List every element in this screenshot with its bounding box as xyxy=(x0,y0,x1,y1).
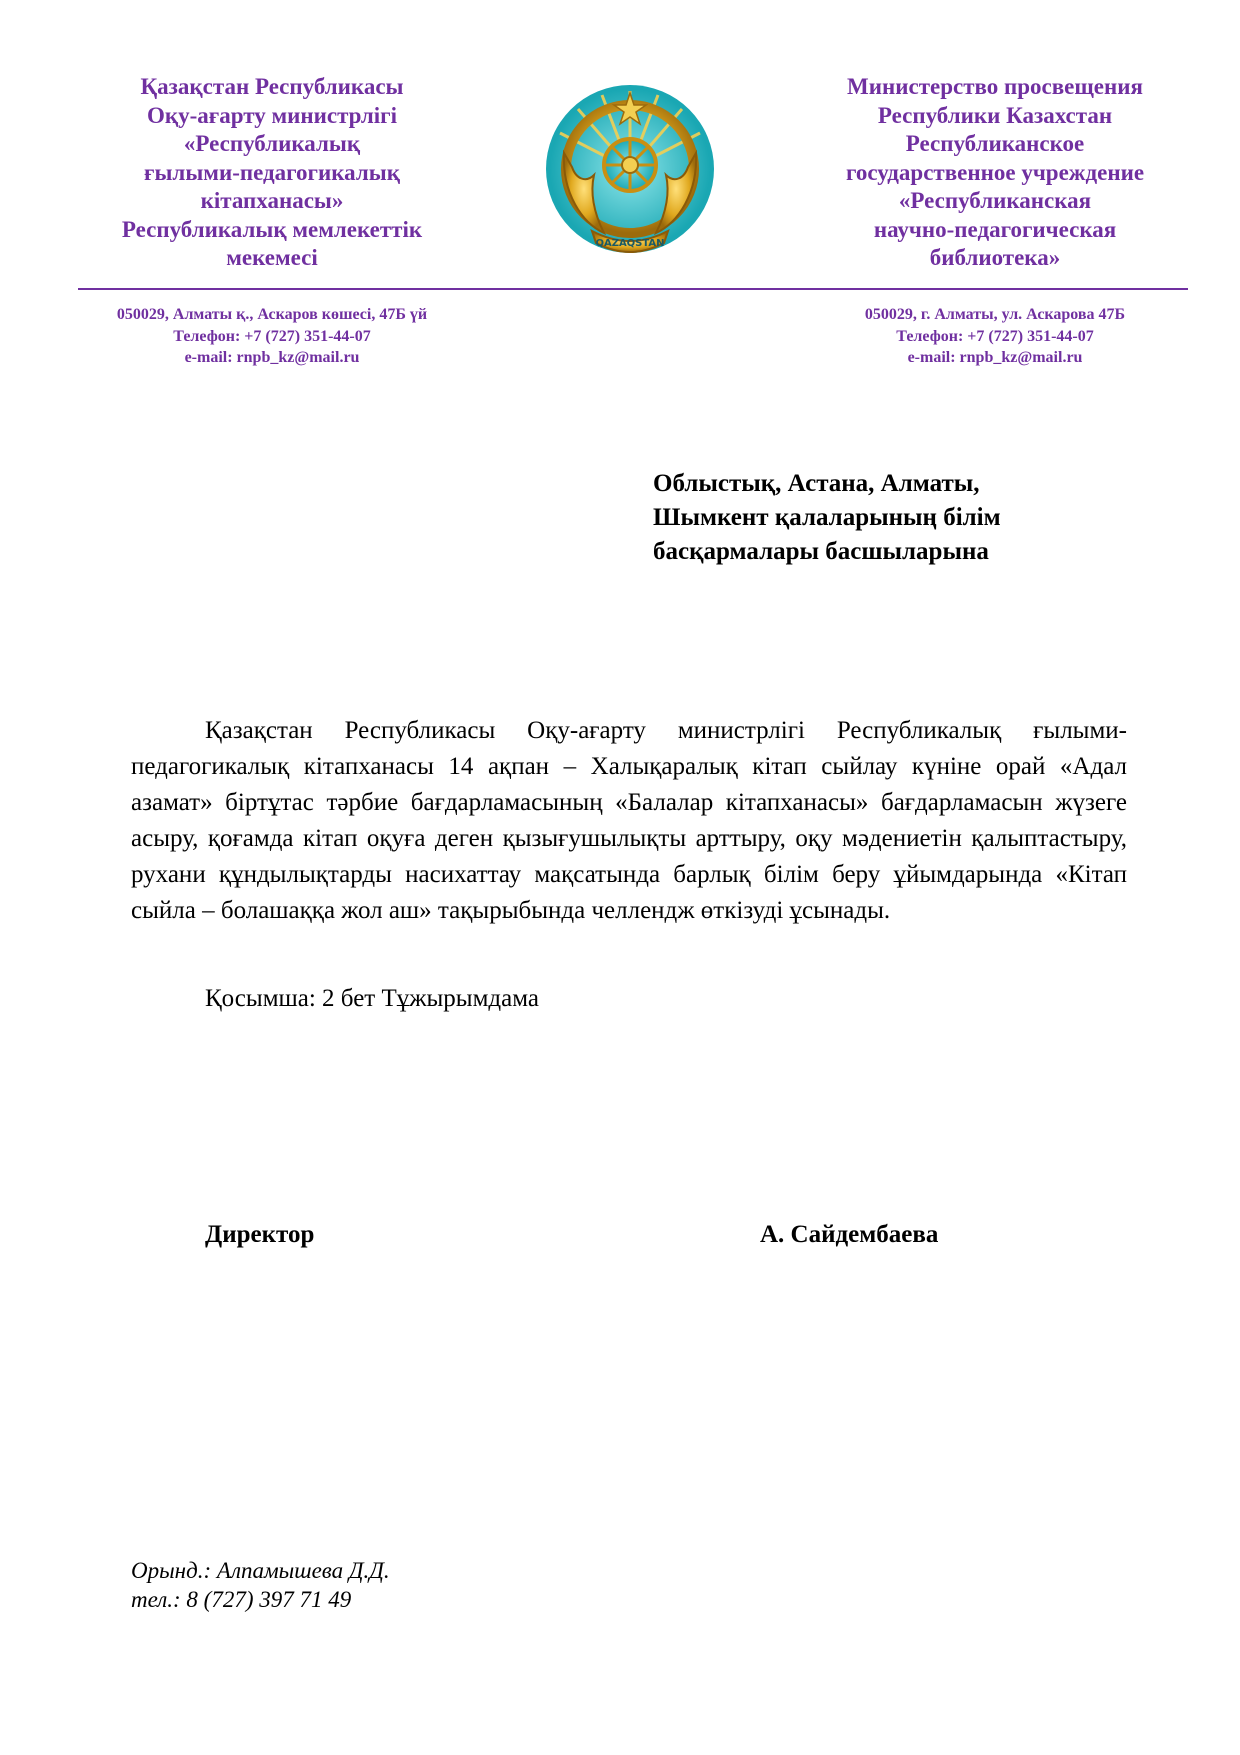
contact-phone: Телефон: +7 (727) 351-44-07 xyxy=(173,327,371,345)
state-emblem-icon xyxy=(542,83,718,259)
header-left-kazakh xyxy=(72,73,472,273)
header-divider xyxy=(78,288,1188,290)
letter-body: Қазақстан Республикасы Оқу-ағарту министрлігі Республикалық ғылыми-педагогикалық кітапханасы 14 ақпан – Халықаралық кітап сыйлау күніне орай «Адал азамат» біртұтас тәрбие бағдарламасының «Балалар кітапханасы» бағдарламасын жүзеге асыру, қоғамда кітап оқуға деген қызығушылықты арттыру, оқу мәдениетін қалыптастыру, рухани құндылықтарды насихаттау мақсатында барлық білім беру ұйымдарында «Кітап сыйла – болашаққа жол аш» тақырыбында челлендж өткізуді ұсынады. xyxy=(131,717,1127,924)
signatory-title: Директор xyxy=(205,1221,315,1248)
contact-address: 050029, Алматы қ., Аскаров көшесі, 47Б үй xyxy=(116,306,428,323)
header-left-line: Қазақстан Республикасы xyxy=(140,74,404,99)
contacts-left xyxy=(72,304,472,369)
contact-phone: Телефон: +7 (727) 351-44-07 xyxy=(896,327,1094,345)
addressee xyxy=(653,467,1173,569)
header-left-line: «Республикалық xyxy=(183,131,361,156)
header-right-line: «Республиканская xyxy=(898,188,1092,213)
header-right-line: государственное учреждение xyxy=(845,159,1145,185)
emblem-text: QAZAQSTAN xyxy=(595,238,665,249)
header-left-line: Оқу-ағарту министрлігі xyxy=(146,102,398,128)
contact-address: 050029, г. Алматы, ул. Аскарова 47Б xyxy=(864,306,1126,323)
attachment-note: Қосымша: 2 бет Тұжырымдама xyxy=(205,985,539,1012)
contacts-right xyxy=(790,304,1200,369)
contact-email: e-mail: rnpb_kz@mail.ru xyxy=(907,349,1083,366)
addressee-line: Шымкент қалаларының білім xyxy=(653,504,1001,531)
header-right-russian xyxy=(790,73,1200,273)
header-right-line: научно-педагогическая xyxy=(873,216,1117,242)
header-right-line: Министерство просвещения xyxy=(847,74,1143,99)
executor-info xyxy=(131,1556,390,1614)
addressee-line: басқармалары басшыларына xyxy=(653,538,989,565)
addressee-line: Облыстық, Астана, Алматы, xyxy=(653,470,980,497)
executor-phone: тел.: 8 (727) 397 71 49 xyxy=(131,1587,352,1612)
header-left-line: мекемесі xyxy=(226,245,318,270)
executor-name: Орынд.: Алпамышева Д.Д. xyxy=(131,1558,390,1583)
header-left-line: кітапханасы» xyxy=(200,188,344,213)
header-left-line: ғылыми-педагогикалық xyxy=(144,159,400,185)
header-right-line: Республиканское xyxy=(905,131,1085,156)
header-left-line: Республикалық мемлекеттік xyxy=(121,216,423,242)
contact-email: e-mail: rnpb_kz@mail.ru xyxy=(184,349,360,366)
header-right-line: библиотека» xyxy=(929,245,1061,270)
signatory-name: А. Сайдембаева xyxy=(760,1221,939,1248)
header-right-line: Республики Казахстан xyxy=(877,102,1113,128)
